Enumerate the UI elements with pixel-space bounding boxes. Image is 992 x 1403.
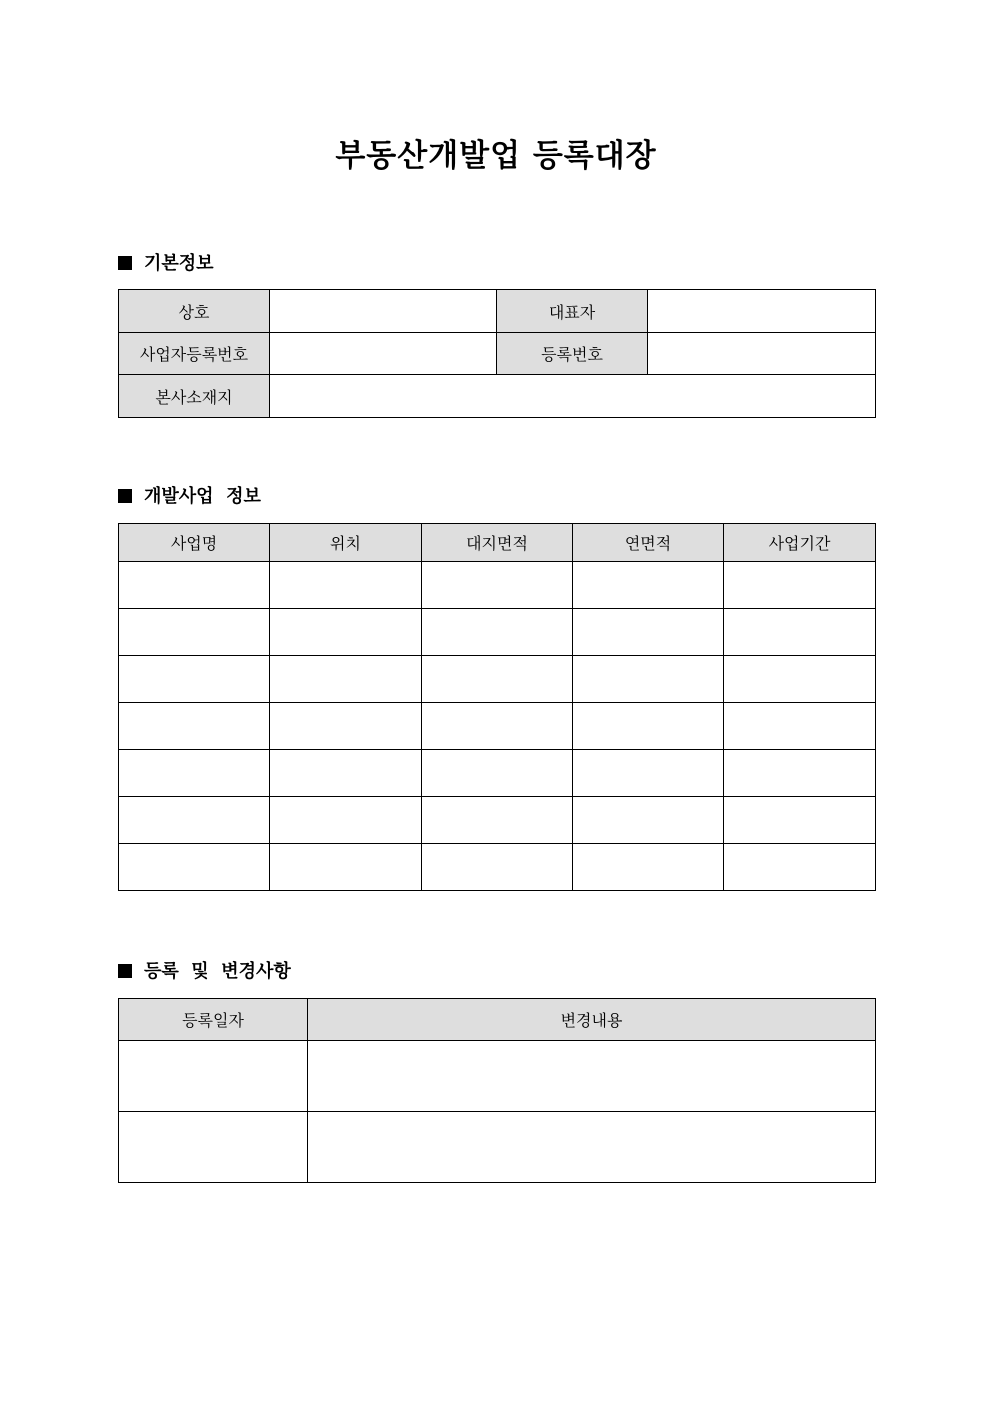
table-cell[interactable]	[422, 609, 573, 656]
basic-info-table	[118, 289, 876, 418]
business-reg-no-label: 사업자등록번호	[119, 333, 270, 375]
table-cell[interactable]	[422, 656, 573, 703]
table-cell[interactable]	[119, 750, 270, 797]
registration-no-field[interactable]	[648, 333, 876, 375]
column-header-project-name: 사업명	[119, 524, 270, 562]
table-cell[interactable]	[573, 750, 724, 797]
table-cell[interactable]	[422, 562, 573, 609]
table-cell[interactable]	[270, 703, 422, 750]
column-header-project-period: 사업기간	[724, 524, 876, 562]
table-cell[interactable]	[724, 797, 876, 844]
table-cell[interactable]	[724, 562, 876, 609]
hq-address-label: 본사소재지	[119, 375, 270, 418]
table-row	[119, 1112, 876, 1183]
square-bullet-icon	[118, 489, 132, 503]
table-cell[interactable]	[119, 1112, 308, 1183]
table-cell[interactable]	[724, 609, 876, 656]
column-header-change-details: 변경내용	[308, 999, 876, 1041]
table-row	[119, 562, 876, 609]
column-header-location: 위치	[270, 524, 422, 562]
table-cell[interactable]	[724, 844, 876, 891]
section-heading-projects	[118, 485, 261, 509]
business-reg-no-field[interactable]	[270, 333, 497, 375]
table-cell[interactable]	[119, 703, 270, 750]
table-row	[119, 656, 876, 703]
changes-table	[118, 998, 876, 1183]
trade-name-label: 상호	[119, 290, 270, 333]
table-header-row	[119, 524, 876, 562]
table-cell[interactable]	[573, 844, 724, 891]
column-header-registration-date: 등록일자	[119, 999, 308, 1041]
table-cell[interactable]	[308, 1041, 876, 1112]
table-header-row	[119, 999, 876, 1041]
table-cell[interactable]	[119, 844, 270, 891]
table-row	[119, 1041, 876, 1112]
table-cell[interactable]	[573, 562, 724, 609]
table-cell[interactable]	[308, 1112, 876, 1183]
table-row	[119, 375, 876, 418]
section-heading-changes-label: 등록 및 변경사항	[144, 961, 291, 982]
square-bullet-icon	[118, 256, 132, 270]
section-heading-changes	[118, 960, 291, 984]
section-heading-basic	[118, 252, 214, 276]
table-cell[interactable]	[270, 750, 422, 797]
table-row	[119, 750, 876, 797]
table-cell[interactable]	[119, 609, 270, 656]
table-cell[interactable]	[422, 797, 573, 844]
table-cell[interactable]	[724, 656, 876, 703]
table-row	[119, 797, 876, 844]
table-cell[interactable]	[422, 844, 573, 891]
table-cell[interactable]	[270, 656, 422, 703]
table-cell[interactable]	[270, 797, 422, 844]
table-cell[interactable]	[119, 1041, 308, 1112]
registration-no-label: 등록번호	[497, 333, 648, 375]
column-header-floor-area: 연면적	[573, 524, 724, 562]
table-row	[119, 290, 876, 333]
table-cell[interactable]	[422, 703, 573, 750]
table-row	[119, 703, 876, 750]
table-row	[119, 333, 876, 375]
table-cell[interactable]	[119, 797, 270, 844]
table-cell[interactable]	[573, 656, 724, 703]
trade-name-field[interactable]	[270, 290, 497, 333]
table-cell[interactable]	[573, 609, 724, 656]
representative-label: 대표자	[497, 290, 648, 333]
table-cell[interactable]	[119, 656, 270, 703]
table-cell[interactable]	[573, 797, 724, 844]
table-row	[119, 844, 876, 891]
table-cell[interactable]	[724, 703, 876, 750]
table-row	[119, 609, 876, 656]
table-cell[interactable]	[724, 750, 876, 797]
table-cell[interactable]	[270, 844, 422, 891]
table-cell[interactable]	[573, 703, 724, 750]
section-heading-basic-label: 기본정보	[144, 253, 214, 274]
table-cell[interactable]	[422, 750, 573, 797]
table-cell[interactable]	[270, 562, 422, 609]
square-bullet-icon	[118, 964, 132, 978]
table-cell[interactable]	[270, 609, 422, 656]
hq-address-field[interactable]	[270, 375, 876, 418]
page-title: 부동산개발업 등록대장	[335, 138, 657, 174]
table-cell[interactable]	[119, 562, 270, 609]
projects-table	[118, 523, 876, 891]
representative-field[interactable]	[648, 290, 876, 333]
column-header-site-area: 대지면적	[422, 524, 573, 562]
section-heading-projects-label: 개발사업 정보	[144, 486, 261, 507]
